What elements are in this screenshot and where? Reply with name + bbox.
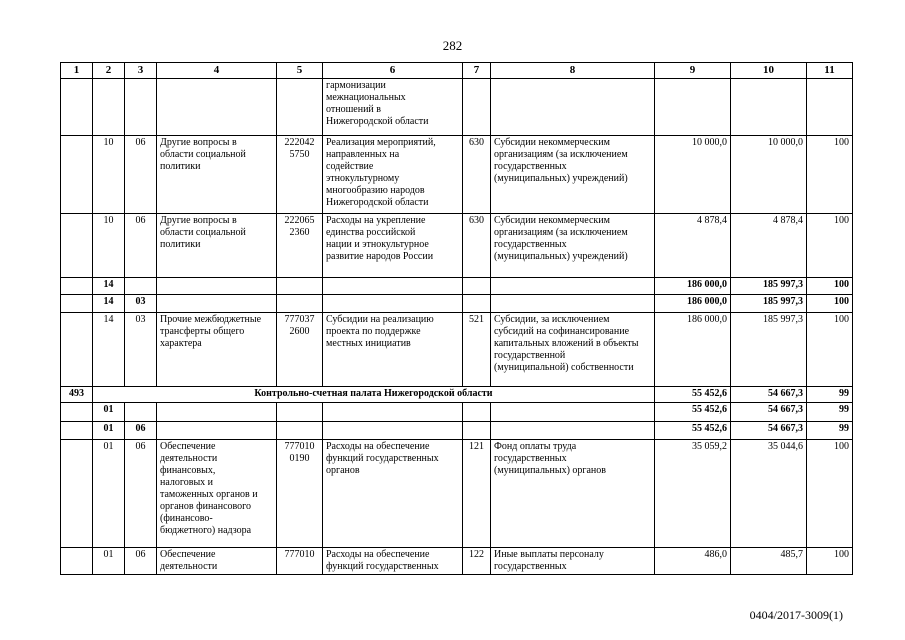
cell-line: развитие народов России xyxy=(326,251,434,262)
cell-c4 xyxy=(157,295,277,313)
cell-c1 xyxy=(61,440,93,548)
cell-c4 xyxy=(157,136,277,214)
cell-c9: 35 059,2 xyxy=(655,440,731,548)
cell-c8 xyxy=(491,79,655,136)
column-header-6: 6 xyxy=(323,63,463,79)
cell-c2: 10 xyxy=(93,136,125,214)
cell-c5 xyxy=(277,295,323,313)
cell-c8 xyxy=(491,440,655,548)
cell-c8 xyxy=(491,403,655,422)
cell-line: деятельности xyxy=(160,561,218,572)
cell-c4 xyxy=(157,440,277,548)
cell-line: Прочие межбюджетные xyxy=(160,314,262,325)
cell-line: функций государственных xyxy=(326,561,439,572)
cell-c10: 185 997,3 xyxy=(731,295,807,313)
cell-line: трансферты общего xyxy=(160,326,245,337)
cell-c10: 185 997,3 xyxy=(731,313,807,387)
cell-c10: 35 044,6 xyxy=(731,440,807,548)
cell-c2: 01 xyxy=(93,440,125,548)
cell-c6 xyxy=(323,313,463,387)
cell-line: Расходы на обеспечение xyxy=(326,441,430,452)
cell-line: Субсидии, за исключением xyxy=(494,314,610,325)
cell-c1 xyxy=(61,214,93,278)
cell-line: характера xyxy=(160,338,202,349)
cell-line: (муниципальных) органов xyxy=(494,465,607,476)
cell-c2: 14 xyxy=(93,278,125,295)
cell-c2 xyxy=(93,79,125,136)
cell-c8 xyxy=(491,214,655,278)
cell-c7 xyxy=(463,79,491,136)
column-header-4: 4 xyxy=(157,63,277,79)
cell-c7 xyxy=(463,422,491,440)
table-row xyxy=(61,548,853,575)
cell-line: Расходы на укрепление xyxy=(326,215,426,226)
cell-line: органов финансового xyxy=(160,501,252,512)
cell-line: (муниципальных) учреждений) xyxy=(494,251,628,262)
cell-c6 xyxy=(323,440,463,548)
cell-c7 xyxy=(463,295,491,313)
cell-c9 xyxy=(655,79,731,136)
cell-line: направленных на xyxy=(326,149,400,160)
table-row xyxy=(61,278,853,295)
cell-c7: 630 xyxy=(463,136,491,214)
cell-c7: 121 xyxy=(463,440,491,548)
cell-line: Нижегородской области xyxy=(326,197,429,208)
cell-line: государственных xyxy=(494,239,567,250)
cell-line: финансовых, xyxy=(160,465,216,476)
cell-c7: 122 xyxy=(463,548,491,575)
cell-line: 777010 xyxy=(284,549,315,560)
cell-c1 xyxy=(61,79,93,136)
page-number: 282 xyxy=(442,38,463,53)
cell-c8 xyxy=(491,313,655,387)
cell-line: Реализация мероприятий, xyxy=(326,137,436,148)
cell-line: таможенных органов и xyxy=(160,489,258,500)
cell-line: Расходы на обеспечение xyxy=(326,549,430,560)
cell-c6 xyxy=(323,136,463,214)
cell-c7 xyxy=(463,278,491,295)
cell-line: государственной xyxy=(494,350,566,361)
cell-line: содействие xyxy=(326,161,374,172)
cell-line: политики xyxy=(160,239,201,250)
cell-c9: 186 000,0 xyxy=(655,278,731,295)
table-row xyxy=(61,403,853,422)
cell-c4 xyxy=(157,422,277,440)
cell-line: межнациональных xyxy=(326,92,406,103)
cell-c7: 521 xyxy=(463,313,491,387)
cell-c4 xyxy=(157,79,277,136)
cell-c6 xyxy=(323,214,463,278)
cell-c8 xyxy=(491,278,655,295)
cell-c8 xyxy=(491,548,655,575)
cell-c11: 100 xyxy=(807,136,853,214)
cell-c9: 186 000,0 xyxy=(655,295,731,313)
cell-c3: 03 xyxy=(125,313,157,387)
cell-line: функций государственных xyxy=(326,453,439,464)
cell-c5 xyxy=(277,79,323,136)
cell-c8 xyxy=(491,422,655,440)
cell-c1: 493 xyxy=(61,387,93,403)
cell-c5 xyxy=(277,214,323,278)
cell-line: налоговых и xyxy=(160,477,214,488)
cell-c11: 99 xyxy=(807,422,853,440)
cell-c1 xyxy=(61,278,93,295)
cell-c11 xyxy=(807,79,853,136)
cell-line: 0190 xyxy=(289,453,310,464)
cell-c11: 100 xyxy=(807,295,853,313)
cell-c3: 06 xyxy=(125,422,157,440)
table-row xyxy=(61,136,853,214)
budget-table xyxy=(60,62,853,575)
cell-line: Субсидии на реализацию xyxy=(326,314,434,325)
cell-c1 xyxy=(61,136,93,214)
cell-line: отношений в xyxy=(326,104,382,115)
cell-line: проекта по поддержке xyxy=(326,326,421,337)
cell-c11: 100 xyxy=(807,440,853,548)
cell-c6 xyxy=(323,278,463,295)
column-header-3: 3 xyxy=(125,63,157,79)
cell-c3 xyxy=(125,403,157,422)
cell-c2: 14 xyxy=(93,313,125,387)
column-header-7: 7 xyxy=(463,63,491,79)
cell-line: 222065 xyxy=(284,215,315,226)
cell-c3: 06 xyxy=(125,548,157,575)
organization-name: Контрольно-счетная палата Нижегородской области xyxy=(93,387,655,403)
table-row xyxy=(61,440,853,548)
cell-c3: 06 xyxy=(125,214,157,278)
cell-line: 777010 xyxy=(284,441,315,452)
column-header-11: 11 xyxy=(807,63,853,79)
cell-c3 xyxy=(125,278,157,295)
cell-c10: 54 667,3 xyxy=(731,422,807,440)
cell-line: органов xyxy=(326,465,360,476)
cell-line: Обеспечение xyxy=(160,549,216,560)
cell-line: этнокультурному xyxy=(326,173,400,184)
cell-c11: 100 xyxy=(807,214,853,278)
cell-c9: 486,0 xyxy=(655,548,731,575)
cell-line: единства российской xyxy=(326,227,416,238)
cell-c2: 14 xyxy=(93,295,125,313)
cell-line: 2600 xyxy=(289,326,310,337)
cell-c2: 10 xyxy=(93,214,125,278)
document-code: 0404/2017-3009(1) xyxy=(749,608,843,622)
cell-line: Субсидии некоммерческим xyxy=(494,215,610,226)
cell-c4 xyxy=(157,403,277,422)
cell-c1 xyxy=(61,313,93,387)
cell-c10: 4 878,4 xyxy=(731,214,807,278)
cell-line: Субсидии некоммерческим xyxy=(494,137,610,148)
cell-c11: 100 xyxy=(807,313,853,387)
cell-line: Фонд оплаты труда xyxy=(494,441,577,452)
column-header-9: 9 xyxy=(655,63,731,79)
cell-c9: 186 000,0 xyxy=(655,313,731,387)
table-row xyxy=(61,295,853,313)
table-row xyxy=(61,422,853,440)
column-header-2: 2 xyxy=(93,63,125,79)
cell-c5 xyxy=(277,278,323,295)
cell-c1 xyxy=(61,548,93,575)
cell-c10: 10 000,0 xyxy=(731,136,807,214)
cell-c4 xyxy=(157,278,277,295)
cell-c4 xyxy=(157,548,277,575)
cell-c10: 54 667,3 xyxy=(731,403,807,422)
table-row xyxy=(61,79,853,136)
column-header-5: 5 xyxy=(277,63,323,79)
cell-line: многообразию народов xyxy=(326,185,425,196)
cell-line: 777037 xyxy=(284,314,315,325)
cell-c7: 630 xyxy=(463,214,491,278)
table-row xyxy=(61,387,853,403)
cell-c1 xyxy=(61,403,93,422)
cell-line: субсидий на софинансирование xyxy=(494,326,630,337)
cell-c2: 01 xyxy=(93,403,125,422)
cell-c11: 100 xyxy=(807,548,853,575)
cell-c2: 01 xyxy=(93,548,125,575)
cell-c5 xyxy=(277,440,323,548)
cell-line: государственных xyxy=(494,161,567,172)
cell-c9: 55 452,6 xyxy=(655,422,731,440)
cell-c7 xyxy=(463,403,491,422)
cell-line: деятельности xyxy=(160,453,218,464)
cell-c10: 54 667,3 xyxy=(731,387,807,403)
cell-c9: 55 452,6 xyxy=(655,387,731,403)
cell-c5 xyxy=(277,548,323,575)
cell-c10 xyxy=(731,79,807,136)
cell-line: гармонизации xyxy=(326,80,386,91)
table-row xyxy=(61,313,853,387)
cell-c8 xyxy=(491,136,655,214)
cell-line: капитальных вложений в объекты xyxy=(494,338,639,349)
cell-c1 xyxy=(61,295,93,313)
cell-line: 222042 xyxy=(284,137,315,148)
cell-line: (финансово- xyxy=(160,513,213,524)
cell-line: местных инициатив xyxy=(326,338,411,349)
cell-c1 xyxy=(61,422,93,440)
cell-line: Другие вопросы в xyxy=(160,137,237,148)
cell-c6 xyxy=(323,422,463,440)
cell-line: Нижегородской области xyxy=(326,116,429,127)
cell-c11: 100 xyxy=(807,278,853,295)
cell-c4 xyxy=(157,214,277,278)
cell-c10: 185 997,3 xyxy=(731,278,807,295)
cell-c3: 03 xyxy=(125,295,157,313)
cell-line: бюджетного) надзора xyxy=(160,525,252,536)
cell-line: 2360 xyxy=(289,227,310,238)
cell-c9: 55 452,6 xyxy=(655,403,731,422)
column-header-1: 1 xyxy=(61,63,93,79)
cell-c6 xyxy=(323,295,463,313)
cell-c9: 10 000,0 xyxy=(655,136,731,214)
cell-c3: 06 xyxy=(125,136,157,214)
table-row xyxy=(61,214,853,278)
cell-c11: 99 xyxy=(807,403,853,422)
cell-c4 xyxy=(157,313,277,387)
cell-line: (муниципальных) учреждений) xyxy=(494,173,628,184)
cell-c5 xyxy=(277,422,323,440)
cell-line: государственных xyxy=(494,561,567,572)
cell-line: нации и этнокультурное xyxy=(326,239,429,250)
cell-line: государственных xyxy=(494,453,567,464)
cell-c11: 99 xyxy=(807,387,853,403)
cell-c6 xyxy=(323,403,463,422)
column-header-10: 10 xyxy=(731,63,807,79)
header-row xyxy=(61,63,853,79)
cell-c9: 4 878,4 xyxy=(655,214,731,278)
cell-line: области социальной xyxy=(160,227,246,238)
cell-c10: 485,7 xyxy=(731,548,807,575)
column-header-8: 8 xyxy=(491,63,655,79)
cell-line: политики xyxy=(160,161,201,172)
cell-line: Обеспечение xyxy=(160,441,216,452)
cell-c5 xyxy=(277,403,323,422)
cell-c3 xyxy=(125,79,157,136)
cell-c2: 01 xyxy=(93,422,125,440)
cell-line: 5750 xyxy=(289,149,310,160)
cell-c3: 06 xyxy=(125,440,157,548)
cell-line: организациям (за исключением xyxy=(494,227,628,238)
cell-c8 xyxy=(491,295,655,313)
cell-line: (муниципальной) собственности xyxy=(494,362,634,373)
cell-line: области социальной xyxy=(160,149,246,160)
cell-line: Другие вопросы в xyxy=(160,215,237,226)
cell-c5 xyxy=(277,136,323,214)
cell-c5 xyxy=(277,313,323,387)
cell-c6 xyxy=(323,548,463,575)
cell-c6 xyxy=(323,79,463,136)
cell-line: Иные выплаты персоналу xyxy=(494,549,604,560)
cell-line: организациям (за исключением xyxy=(494,149,628,160)
